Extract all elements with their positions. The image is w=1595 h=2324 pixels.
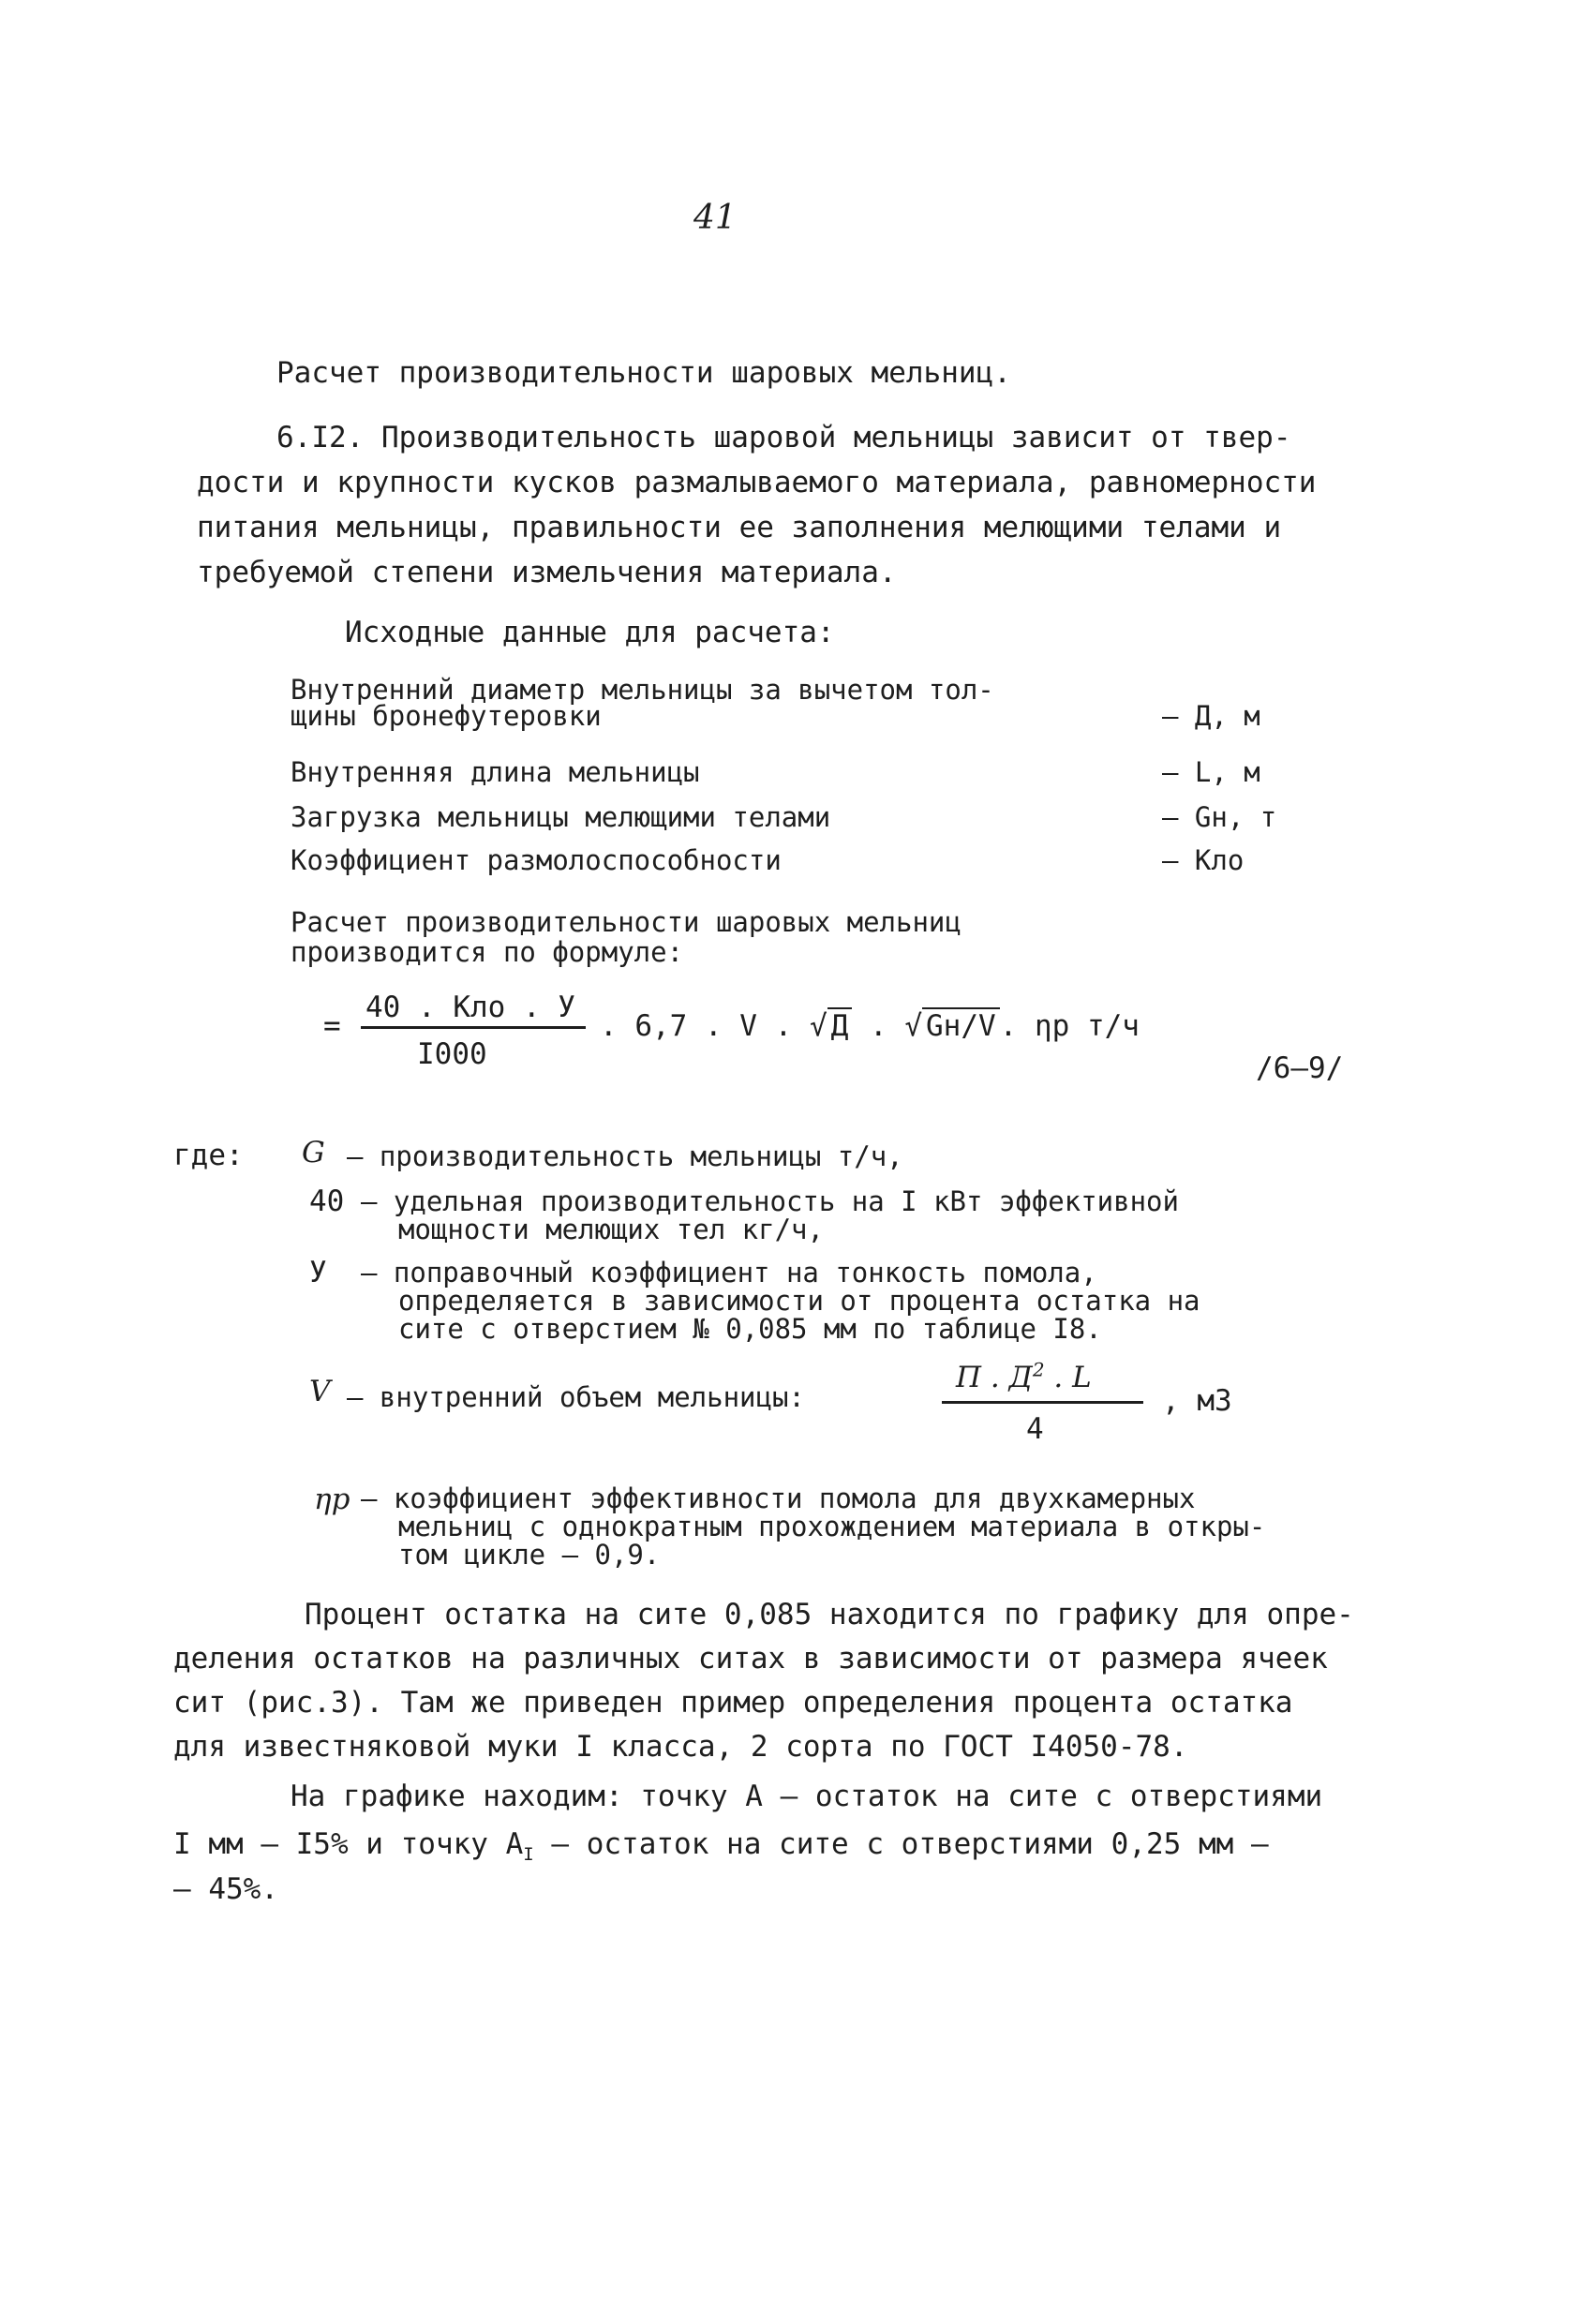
section-heading: Расчет производительности шаровых мельниц. [276,356,1011,390]
formula-number: /6–9/ [1256,1051,1344,1085]
text-line: сит (рис.3). Там же приведен пример определения процента остатка [173,1686,1293,1720]
definition-text: том цикле – 0,9. [398,1539,661,1571]
text-line: 6.I2. Производительность шаровой мельницы зависит от твер- [276,421,1291,454]
parameter-symbol: – L, м [1162,756,1260,788]
parameter-text: Коэффициент размолоспособности [291,844,782,876]
text-line: I мм – I5% и точку $А_I$ – остаток на сите с отверстиями 0,25 мм – [173,1827,1269,1866]
definition-text: – коэффициент эффективности помола для двухкамерных [361,1482,1196,1514]
volume-denominator: 4 [1026,1412,1044,1446]
parameter-text: Внутренняя длина мельницы [291,756,700,788]
formula-denominator: I000 [417,1037,487,1071]
definition-symbol: 40 [309,1184,345,1218]
formula-numerator: 40 . Кло . У [365,991,575,1024]
fraction-line [942,1401,1143,1404]
definition-symbol: У [309,1256,327,1289]
text-line: дости и крупности кусков размалываемого материала, равномерности [197,466,1317,499]
volume-unit: , м3 [1162,1384,1232,1418]
text-line: – 45%. [173,1872,278,1906]
formula-intro-line: Расчет производительности шаровых мельниц [291,906,961,938]
text-line: требуемой степени измельчения материала. [197,556,897,589]
definition-text: – внутренний объем мельницы: [347,1381,805,1413]
definition-text: мельниц с однократным прохождением материала в откры- [398,1511,1266,1542]
parameter-symbol: – Д, м [1162,700,1260,732]
definition-text: мощности мелющих тел кг/ч, [398,1214,824,1245]
definition-text: – производительность мельницы т/ч, [347,1140,903,1172]
formula-intro-line: производится по формуле: [291,936,684,968]
definition-text: сите с отверстием № 0,085 мм по таблице I8. [398,1313,1102,1345]
input-data-label: Исходные данные для расчета: [345,616,835,649]
text-line: для известняковой муки I класса, 2 сорта по ГОСТ I4050-78. [173,1730,1188,1764]
parameter-text: щины бронефутеровки [291,700,602,732]
page-number: 41 [693,199,737,237]
definition-symbol: V [309,1375,331,1408]
parameter-text: Внутренний диаметр мельницы за вычетом тол- [291,674,994,706]
where-label: где: [173,1139,244,1172]
sqrt-load-ratio: Gн/V [922,1007,1000,1043]
definition-text: – удельная производительность на I кВт эффективной [361,1185,1179,1217]
volume-numerator: П . $Д^2$ . L [956,1358,1092,1394]
text-line: Процент остатка на сите 0,085 находится по графику для опре- [305,1598,1354,1631]
formula-part: . 6,7 . V . √ Д . √ Gн/V . ηр т/ч [600,1009,1140,1043]
definition-text: – поправочный коэффициент на тонкость помола, [361,1257,1097,1289]
definition-symbol: G [302,1136,325,1169]
parameter-text: Загрузка мельницы мелющими телами [291,801,831,833]
definition-symbol: ηр [314,1482,350,1516]
text-line: питания мельницы, правильности ее заполнения мелющими телами и [197,511,1282,544]
formula-equals: = [323,1009,341,1043]
text-line: деления остатков на различных ситах в зависимости от размера ячеек [173,1642,1328,1676]
parameter-symbol: – Кло [1162,844,1245,876]
text-line: На графике находим: точку А – остаток на сите с отверстиями [291,1780,1323,1813]
sqrt-diameter: Д [827,1007,853,1043]
fraction-line [361,1026,586,1029]
parameter-symbol: – Gн, т [1162,801,1277,833]
definition-text: определяется в зависимости от процента остатка на [398,1285,1200,1317]
